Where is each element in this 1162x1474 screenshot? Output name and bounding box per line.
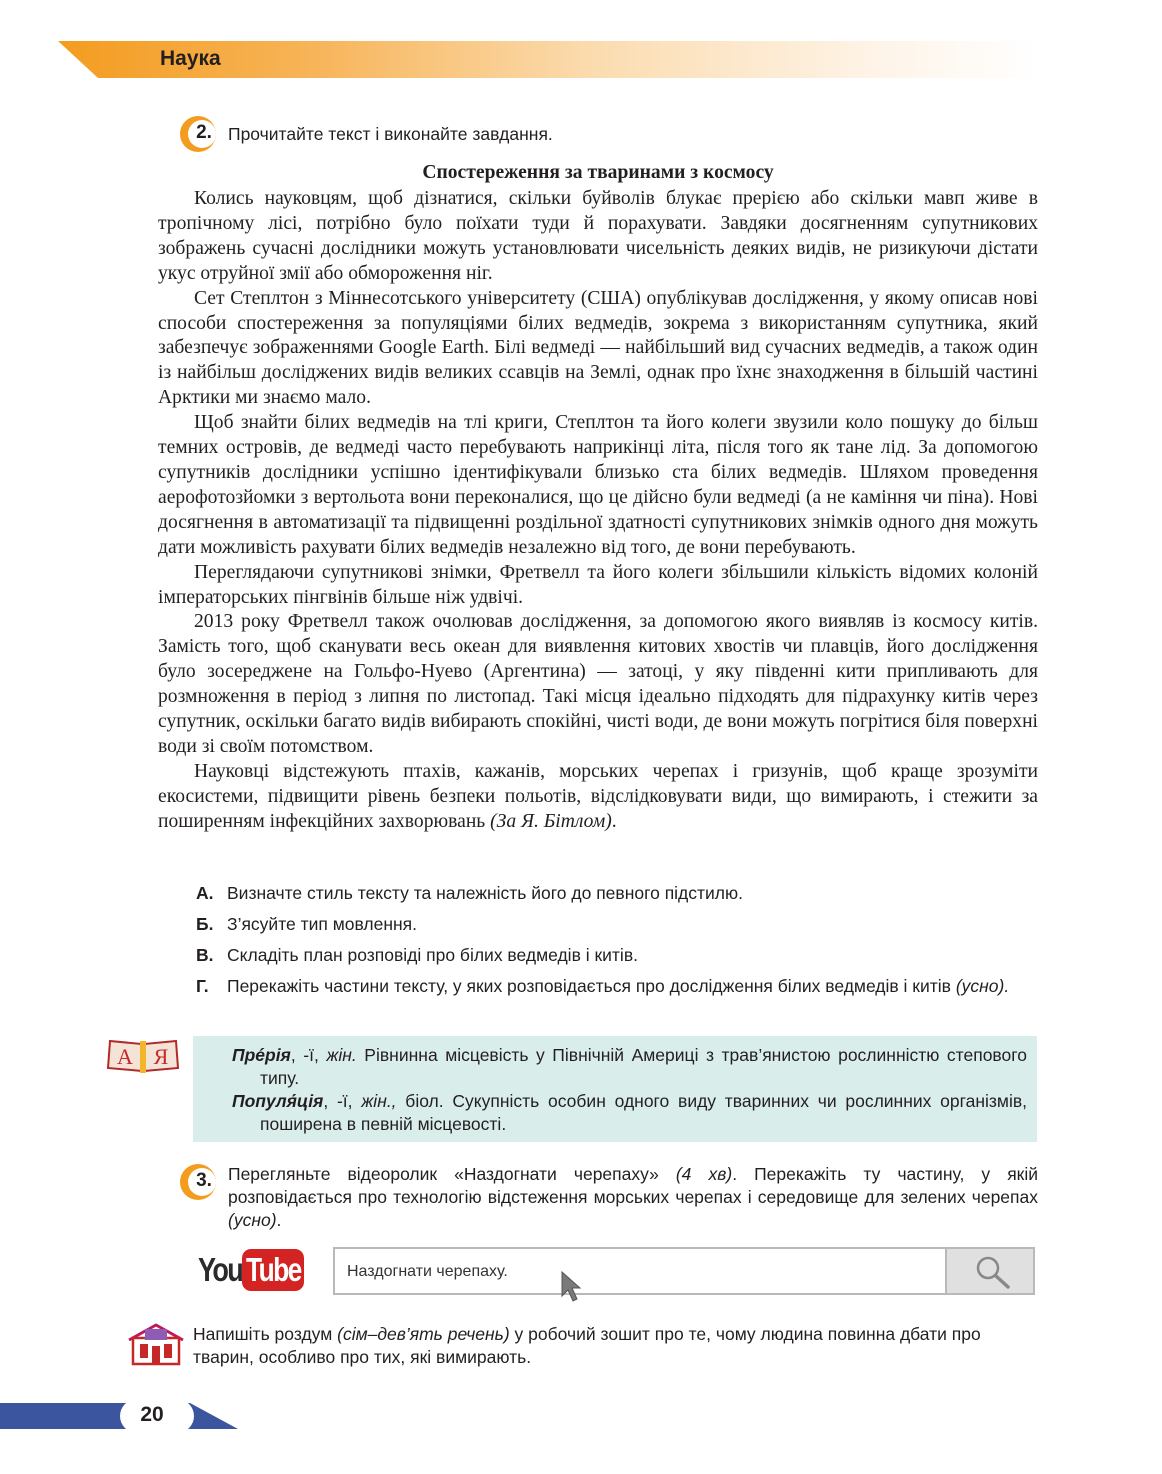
article-source: (За Я. Бітлом) — [490, 810, 612, 832]
article-paragraph-5: 2013 року Фретвелл також очолював дослідження, за допомогою якого виявляв із космосу китів. Замість того, щоб сканувати весь океан для виявлення китових хвостів чи плавців, його дослідження було зосереджене на Гольфо-Нуево (Аргентина) — затоці, у яку південні кити припливають для розмноження в період з липня по листопад. Такі місця ідеально підходять для підрахунку китів через супутник, оскільки багато видів вибирають спокійні, чисті води, де вони можуть погрітися біля поверхні води зі своїм потомством. — [158, 611, 1038, 757]
task-2-number: 2. — [196, 122, 212, 143]
article-paragraph-2: Сет Степлтон з Міннесотського університету (США) опублікував дослідження, у якому описав нові способи спостереження за популяціями білих ведмедів, зокрема з використанням супутника, який забезпечує зображеннями Google Earth. Білі ведмеді — найбільший вид сучасних ведмедів, а також один із найбільш досліджених видів великих ссавців на Землі, однак про їхнє знаходження в більшій частині Арктики ми знаємо мало. — [158, 287, 1038, 409]
article-paragraph-6: Науковці відстежують птахів, кажанів, морських черепах і гризунів, щоб краще зрозуміти екосистеми, підвищити рівень безпеки польотів, відслідковувати види, що вимирають, і стежити за поширенням інфекційних захворювань (За Я. Бітлом). — [158, 760, 1038, 832]
glossary-text — [232, 1044, 1027, 1136]
article-paragraph-3: Щоб знайти білих ведмедів на тлі криги, Степлтон та його колеги звузили коло пошуку до більш темних островів, де ведмеді часто перебувають наприкінці літа, після того як тане лід. За допомогою супутників дослідники успішно ідентифікували близько ста білих ведмедів. Шляхом проведення аерофотозйомки з вертольота вони переконалися, що це дійсно були ведмеді (а не каміння чи піна). Нові досягнення в автоматизації та підвищенні роздільної здатності супутникових знімків одного дня можуть дати можливість рахувати білих ведмедів незалежно від того, де вони перебувають. — [158, 412, 1038, 558]
task-2-instruction: Прочитайте текст і виконайте завдання. — [228, 124, 553, 144]
search-button[interactable] — [945, 1249, 1033, 1293]
footer-band — [0, 1403, 238, 1429]
dictionary-icon-letter-a: А — [117, 1044, 133, 1069]
youtube-logo-you: You — [198, 1251, 243, 1288]
article-title: Спостереження за тваринами з космосу — [422, 162, 774, 183]
task-3-number-badge — [180, 1164, 216, 1200]
section-title: Наука — [160, 47, 221, 70]
homework-text: Напишіть роздум (сім–дев’ять речень) у робочий зошит про те, чому людина повинна дбати про тварин, особливо про тих, які вимирають. — [193, 1324, 981, 1367]
article-body — [158, 187, 1038, 835]
task-text: Визначте стиль тексту та належність його до певного підстилю. — [227, 883, 744, 903]
mouse-cursor-icon — [560, 1270, 590, 1306]
task-2-number-badge — [180, 116, 216, 152]
dictionary-icon — [106, 1037, 180, 1075]
glossary-entry: Прéрія, -ї, жін. Рівнинна місцевість у Північній Америці з трав’янистою рослинністю степового типу. — [232, 1045, 1027, 1088]
glossary-word: Популя́ція — [232, 1091, 324, 1111]
task-item — [196, 913, 1038, 936]
youtube-logo — [196, 1249, 308, 1291]
article-paragraph-4: Переглядаючи супутникові знімки, Фретвелл та його колеги збільшили кількість відомих колоній імператорських пінгвінів більше ніж удвічі. — [158, 561, 1038, 608]
article-paragraph-1: Колись науковцям, щоб дізнатися, скільки буйволів блукає прерією або скільки мавп живе в тропічному лісі, потрібно було поїхати туди й порахувати. Завдяки досягненням супутникових зображень сучасні дослідники можуть установлювати чисельність деяких видів, не ризикуючи дістати укус отруйної змії або обмороження ніг. — [158, 188, 1038, 284]
youtube-logo-tube: Tube — [246, 1251, 301, 1288]
task-text: З’ясуйте тип мовлення. — [227, 914, 418, 934]
task-letter: Б. — [196, 914, 214, 934]
task-item — [196, 882, 1038, 905]
task-text: Складіть план розповіді про білих ведмедів і китів. — [227, 945, 638, 965]
task-item — [196, 944, 1038, 967]
task-note: (усно). — [955, 976, 1010, 996]
homework-house-icon — [126, 1322, 186, 1366]
task-3-number: 3. — [196, 1170, 212, 1191]
page-number: 20 — [140, 1403, 164, 1426]
task-item — [196, 975, 1038, 998]
task-letter: А. — [196, 883, 214, 903]
glossary-word: Прéрія — [232, 1045, 291, 1065]
search-icon — [975, 1255, 1011, 1289]
task-letter: Г. — [196, 976, 209, 996]
task-list — [196, 882, 1038, 1006]
dictionary-icon-letter-ya: Я — [153, 1044, 169, 1069]
task-text: Перекажіть частини тексту, у яких розповідається про дослідження білих ведмедів і китів (усно). — [227, 976, 1010, 996]
task-letter: В. — [196, 945, 214, 965]
youtube-search-input[interactable] — [333, 1247, 1035, 1295]
search-query: Наздогнати черепаху. — [347, 1263, 508, 1280]
task-3-instruction: Перегляньте відеоролик «Наздогнати черепаху» (4 хв). Перекажіть ту частину, у якій розповідається про технологію відстеження морських черепах і середовище для зелених черепах (усно). — [228, 1164, 1039, 1230]
glossary-entry: Популя́ція, -ї, жін., біол. Сукупність особин одного виду тваринних чи рослинних організмів, поширена в певній місцевості. — [232, 1091, 1027, 1134]
